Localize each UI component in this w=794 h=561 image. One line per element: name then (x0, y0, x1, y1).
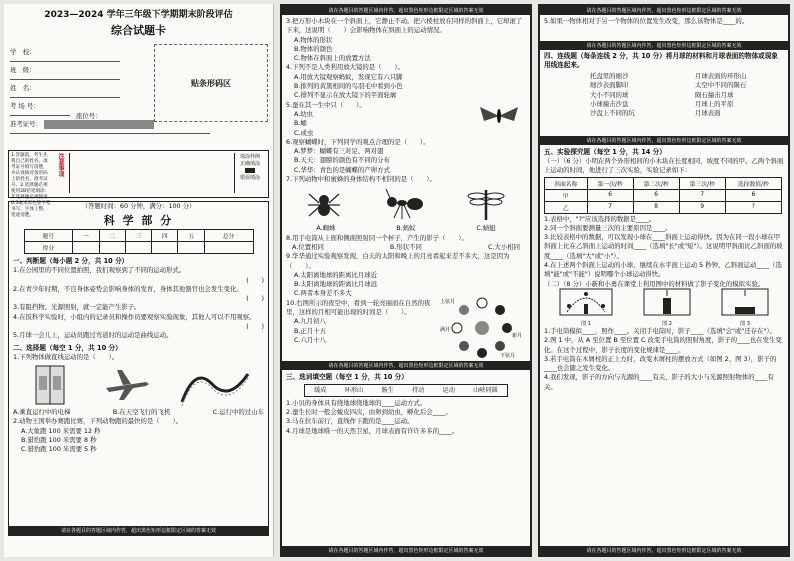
figure-1 (559, 288, 613, 327)
shadow-q4[interactable]: 4.我们发现，影子的方向与光源的____有关，影子的大小与光源照射物体的____有关。 (544, 373, 774, 391)
fill-1[interactable]: 1.小贝的身体具有绕地球绕地球的____运动方式。 (286, 398, 427, 407)
bottom-warning: 请在各题目的答题区域内作答，超出黑色矩形边框限定区域的答案无效 (9, 526, 268, 535)
q5-option-a[interactable]: A.幼虫 (294, 109, 314, 118)
part1-intro: （一）（6 分）小明在两个外形相同的小木块在长度相同，坡度不同的甲、乙两个斜面上运动的时间，他进行了三次实验，实验记录如下： (544, 157, 784, 175)
column-3 (538, 4, 790, 557)
q5-section-title: 五、实验探究题（每空 1 分，共 14 分） (544, 148, 666, 156)
score-cell[interactable] (204, 242, 253, 254)
q1-block (9, 254, 268, 342)
q5-option-b[interactable]: B.蛹 (294, 119, 307, 128)
figure-3 (721, 288, 769, 327)
q3-section-title: 三、选词填空题（每空 1 分，共 10 分） (286, 372, 408, 381)
q1-item-1 (13, 266, 264, 275)
match-left-4[interactable]: 小球撞击沙盘 (590, 99, 629, 108)
school-field[interactable]: 学 校： (10, 44, 120, 62)
score-row-label: 得分 (24, 242, 73, 254)
table-cell: 乙 (545, 201, 588, 213)
table-cell: 6 (725, 189, 781, 201)
q2-2-option-a[interactable]: A.大象跑 100 米需要 12 秒 (21, 426, 101, 435)
q6-option-c[interactable]: C.华华：青色的是蝴蝶的产卵方式 (294, 165, 390, 174)
exam-title: 2023—2024 学年三年级下学期期末阶段评估 (44, 10, 233, 20)
q4-option-a[interactable]: A.用放大镜观察蚂蚁，发现它有六只脚 (294, 72, 403, 81)
q3-section (282, 370, 530, 438)
q4-title: 四、连线题（每条连线 2 分，共 10 分）将月球的材料和月球表面的物体或现象用线连起来。 (544, 52, 778, 69)
table-row (545, 189, 782, 201)
q6-text: 6.观察蝴蝶时，下列同学的观点合理的是（ ）。 (286, 137, 430, 146)
q9-option-a[interactable]: A.太阳离地球的距离比月球近 (294, 270, 377, 279)
score-cell[interactable] (99, 242, 125, 254)
word-6: 山峡同圆 (473, 386, 498, 394)
figure-2-label: 图 2 (662, 320, 672, 327)
q2-option-a[interactable]: A.乘直运行中的电梯 (13, 407, 71, 416)
word-4: 持动 (411, 386, 425, 394)
q8-option-c[interactable]: C.大小相同 (487, 242, 520, 251)
q7-options (286, 224, 526, 233)
score-header: 五 (178, 230, 204, 242)
match-right-3[interactable]: 陨石撞击月球 (695, 90, 734, 99)
score-header: 一 (73, 230, 99, 242)
word-2: 环形山 (344, 386, 364, 394)
column-1 (4, 4, 274, 557)
q1-item-2: 2.在青少年时期，不良身体姿势会影响身体的发育，身体其他器官也会发生变化。 (13, 284, 243, 293)
table-header: 第一次/秒 (587, 177, 633, 189)
sheet-subtitle: 综合试题卡 (111, 24, 166, 37)
shadow-q3[interactable]: 3.若手电筒在木屑柱的正上方时，改变木屑柱的摆放方式（如图 2、图 3），影子的____也会随之发生变化。 (544, 354, 777, 373)
science-section (8, 201, 269, 536)
q2-images (13, 362, 264, 408)
q10-option-c[interactable]: C.六月十八 (294, 335, 327, 344)
q3-option-b[interactable]: B.物体的颜色 (294, 44, 333, 53)
match-left-3[interactable]: 大小不同的球 (590, 90, 629, 99)
exam-time: （答题时间：60 分钟，满分：100 分） (81, 202, 196, 210)
word-1: 缓成 (314, 386, 327, 394)
q5-fill[interactable]: 5.如果一物体相对于另一个物体的位置发生改变，那么该物体是____的。 (544, 17, 749, 25)
exp-q3[interactable]: 3.比较表格中的数据，可以发现小球在____斜面上运动得快。因为在同一段小球在甲斜面上比在乙斜面上运动的时间____（选填"长"或"短"）。这说明甲斜面比乙斜面的坡度____（选填"大"或"小"）。 (544, 233, 783, 260)
q5-block (286, 101, 526, 138)
score-header: 总分 (204, 230, 253, 242)
exp-q1[interactable]: 1.表格中，"?"应该选择的数据是____。 (544, 214, 656, 223)
match-right-1[interactable]: 月球表面的环形山 (695, 72, 747, 80)
moon-label-new: 新月 (512, 332, 523, 339)
part2-intro: （二）（8 分）小新和小勇在课堂上利用图中的材料做了影子变化的模拟实验。 (544, 279, 765, 288)
q1-item-4: 4.在饭科学实验时，小组内的记录员和操作员要观察实验现象，其他人可以不用观察。 (13, 312, 256, 321)
moon-phase-diagram (440, 295, 524, 361)
word-5: 运动 (442, 386, 455, 394)
moon-label-last-quarter: 下弦月 (500, 352, 516, 359)
column-2 (280, 4, 532, 557)
q2-question-2: 2.动物王国举办赛跑比赛，下列动物跑的最快的是（ ）。 (13, 417, 183, 426)
room-field[interactable]: 考 场 号： (10, 98, 70, 116)
match-left-5[interactable]: 沙盘上不同的坑 (590, 109, 635, 118)
top-warning: 请在各题目的答题区域内作答，超出黑色矩形边框限定区域的答案无效 (540, 6, 788, 15)
table-cell: 甲 (545, 189, 588, 201)
exp-q2[interactable]: 2.同一个斜面要测量三次的主要原因是____。 (544, 223, 672, 232)
q9-option-b[interactable]: B.太阳离地球的距离比月球远 (294, 280, 378, 289)
q10-option-a[interactable]: A.九月初八 (294, 317, 326, 326)
q8-option-a[interactable]: A.位置相同 (292, 242, 324, 251)
shadow-q1[interactable]: 1.手电筒模拟____，照作____。关闭手电筒时，影子____（选填"会"或"还存在"）。 (544, 326, 776, 335)
q1-answer-2[interactable]: ( ) (246, 294, 264, 303)
shadow-figures (544, 289, 784, 327)
col3-top (540, 15, 788, 41)
q3-text: 3.把万形小木块在一个斜面上，它静止不动。把六棱柱放在同样的斜面上，它却滚了下来，这说明（ ）会影响物体在斜面上的运动情况。 (286, 17, 523, 35)
fill-example (234, 153, 265, 193)
middle-warning: 请在各题目的答题区域内作答，超出黑色矩形边框限定区域的答案无效 (540, 41, 788, 50)
barcode-area (154, 44, 268, 122)
science-title: 科 学 部 分 (103, 214, 174, 228)
table-header: 第三次/秒 (679, 177, 725, 189)
q9-text: 9.华华通过实验观察发现，白天的太阳和晚上的月亮看起来差不多大，这是因为（ ）。 (286, 252, 510, 270)
score-cell[interactable] (125, 242, 151, 254)
fill-example-label: 填涂样例 (239, 154, 260, 160)
block-flat-diagram (721, 288, 769, 316)
table-cell: 6 (587, 189, 633, 201)
fill-2[interactable]: 2.蚕生长时一般会蜕皮四次，由卵到幼虫，孵化后会____。 (286, 408, 452, 417)
table-header: 第二次/秒 (633, 177, 679, 189)
q8-options (286, 243, 526, 252)
q5-option-c[interactable]: C.成虫 (294, 128, 314, 137)
word-3: 肠生 (381, 386, 394, 394)
q10-option-b[interactable]: B.正月十五 (294, 326, 326, 335)
experiment-table (544, 177, 782, 214)
q2-2-option-b[interactable]: B.猎豹跑 100 米需要 8 秒 (21, 435, 97, 444)
match-left (590, 72, 635, 118)
q3-option-c[interactable]: C.物体在斜面上的放置方法 (294, 54, 371, 63)
name-field[interactable]: 姓 名： (10, 80, 120, 98)
table-header: 选择数值/秒 (725, 177, 781, 189)
dragonfly-icon (466, 186, 506, 222)
figure-1-label: 图 1 (581, 320, 591, 327)
q2-option-c[interactable]: C.运行中的过山车 (212, 407, 264, 416)
table-cell[interactable]: ? (725, 201, 781, 213)
shadow-q2[interactable]: 2.图 1 中，从 A 至位置 B 至位置 C 改变手电筒的照射角度，影子的____也在发生变化。在这个过程中，影子长度的变化规律是____。 (544, 336, 782, 354)
middle-warning: 请在各题目的答题区域内作答，超出黑色矩形边框限定区域的答案无效 (282, 361, 530, 370)
roller-coaster-icon (180, 364, 250, 406)
table-row (545, 201, 782, 213)
seat-field[interactable]: 座位号： (76, 112, 102, 120)
table-cell: 7 (587, 201, 633, 213)
block-upright-diagram (643, 288, 691, 316)
notice-text: 1.答题前，考生先将自己的姓名、准考证号填写清楚，并认真核对条形码上的姓名、准考证号。2.选择题必须使用2B铅笔填涂；非选择题必须使用0.5毫米黑色签字笔书写，字体工整、笔迹清楚。 (11, 153, 51, 218)
figure-3-label: 图 3 (740, 320, 750, 327)
q7-animals (286, 184, 526, 224)
correct-fill-label: 正确填涂 (239, 161, 260, 167)
correct-fill-mark (245, 168, 255, 173)
q4-text: 4.下列不是人类利用放大镜的是（ ）。 (286, 63, 404, 72)
moon-label-full: 满月 (440, 326, 451, 333)
q1-title: 一、判断题（每小题 2 分，共 10 分） (13, 257, 129, 266)
barcode-label: 贴条形码区 (191, 78, 231, 88)
q9-option-c[interactable]: C.两者本身差不多大 (294, 289, 352, 298)
table-header: 斜面名称 (545, 177, 588, 189)
wrong-fill-label: 错误填涂 (239, 175, 260, 181)
score-header: 三 (125, 230, 151, 242)
q7-option-c[interactable]: C.蜻蜓 (476, 224, 496, 233)
flashlight-arc-diagram (559, 288, 613, 316)
earth-icon (475, 321, 489, 335)
moth-icon (476, 103, 522, 129)
notice-body (69, 153, 230, 193)
score-header: 四 (152, 230, 178, 242)
table-cell: 6 (633, 189, 679, 201)
score-cell[interactable] (152, 242, 178, 254)
q7-text: 7.下列动物中和蜜蜂的身体结构不相同的是（ ）。 (286, 175, 436, 184)
student-info (4, 42, 273, 150)
matching-section (540, 50, 788, 136)
table-cell: 7 (679, 189, 725, 201)
match-right-4[interactable]: 月球上的平原 (695, 99, 734, 108)
notice-title: 注意事项 (57, 153, 64, 177)
bottom-warning: 请在各题目的答题区域内作答，超出黑色矩形边框限定区域的答案无效 (540, 546, 788, 555)
spider-icon (306, 186, 342, 222)
q1-item-1-text: 1.在公园里的不同位置拍照，我们观察到了不同的运动形式。 (13, 266, 186, 275)
fill-4[interactable]: 4.月球是地球唯一的天然卫星，月球表面有许许多多的____。 (286, 426, 459, 435)
table-cell: 8 (633, 201, 679, 213)
q10-text: 10.右图所示的夜空中，看到一轮亮丽而在自然的夜里，这样的月相可能出现的时间是（ ）。 (286, 298, 431, 317)
q8-text: 8.用手电筒从上面和侧面照射同一个杯子，产生的影子（ ）。 (286, 233, 468, 242)
q5-text: 5.蚕在其一生中只（ ）。 (286, 100, 366, 109)
match-right-2[interactable]: 太空中不同的陨石 (695, 81, 747, 90)
q2-block (9, 343, 268, 455)
q1-answer-4[interactable]: ( ) (246, 322, 264, 331)
airplane-icon (101, 364, 151, 406)
q8-option-b[interactable]: B.形状不同 (389, 242, 422, 251)
experiment-section (540, 145, 788, 394)
q4-option-c[interactable]: C.排列不显示在放大镜下的平面轮廓 (294, 91, 397, 100)
match-left-1[interactable]: 托盘里的细沙 (590, 72, 629, 80)
q1-item-3: 3.有阻挡物、光源照射，就一定能产生影子。 (13, 303, 141, 312)
middle-warning: 请在各题目的答题区域内作答，超出黑色矩形边框限定区域的答案无效 (540, 136, 788, 145)
q2-option-b[interactable]: B.在天空飞行的飞机 (112, 407, 171, 416)
col2-content (282, 15, 530, 361)
word-bank (304, 384, 508, 397)
q4-option-b[interactable]: B.排列的黄黑相间的鸟羽毛中看到小色 (294, 82, 403, 91)
score-table (24, 229, 254, 254)
match-right-5[interactable]: 月球表面 (695, 109, 721, 118)
q6-option-b[interactable]: B.天天：翅膀的颜色有不同的分布 (294, 156, 390, 165)
q2-options-1 (13, 408, 264, 417)
top-warning: 请在各题目的答题区域内作答，超出黑色矩形边框限定区域的答案无效 (282, 6, 530, 15)
q2-question-1: 1.下列物体做直线运动的是（ ）。 (13, 352, 119, 361)
score-header: 二 (99, 230, 125, 242)
ticket-label: 准考证号： (10, 120, 42, 128)
q3-option-a[interactable]: A.物体的形状 (294, 35, 333, 44)
q1-answer-1[interactable]: ( ) (246, 275, 264, 284)
fill-3[interactable]: 3.马在拉车前行，直线作下跑的是____运动。 (286, 417, 414, 426)
figure-2 (643, 288, 691, 327)
q7-option-a[interactable]: A.蜘蛛 (316, 224, 336, 233)
score-header: 题号 (24, 230, 73, 242)
score-cell[interactable] (73, 242, 99, 254)
q10-block (286, 299, 526, 359)
bottom-warning: 请在各题目的答题区域内作答，超出黑色矩形边框限定区域的答案无效 (282, 546, 530, 555)
match-right (695, 72, 746, 118)
q6-option-a[interactable]: A.梦梦：蝴蝶有三对足、两对翅 (294, 147, 384, 156)
table-cell: 9 (679, 201, 725, 213)
elevator-icon (28, 364, 72, 406)
q1-item-5: 5.月球一会儿上，运动员跑过弯道时的运动是曲线运动。 (13, 331, 173, 340)
ant-icon (382, 186, 426, 222)
match-left-2[interactable]: 细沙表面脚印 (590, 81, 629, 90)
exp-q4[interactable]: 4.在上述两个斜面上运动的小球，继续在水平面上运动 5 秒钟，乙斜面运动____（选填"能"或"不能"）说明哪个小球运动得快。 (544, 261, 782, 279)
score-cell[interactable] (178, 242, 204, 254)
class-field[interactable]: 班 级： (10, 62, 120, 80)
q7-option-b[interactable]: B.蚂蚁 (396, 224, 416, 233)
q2-2-option-c[interactable]: C.猎豹跑 100 米需要 5 秒 (21, 445, 97, 454)
q2-title: 二、选择题（每空 1 分，共 10 分） (13, 343, 122, 352)
info-fields (10, 44, 120, 134)
moon-label-first-quarter: 上弦月 (440, 298, 456, 305)
